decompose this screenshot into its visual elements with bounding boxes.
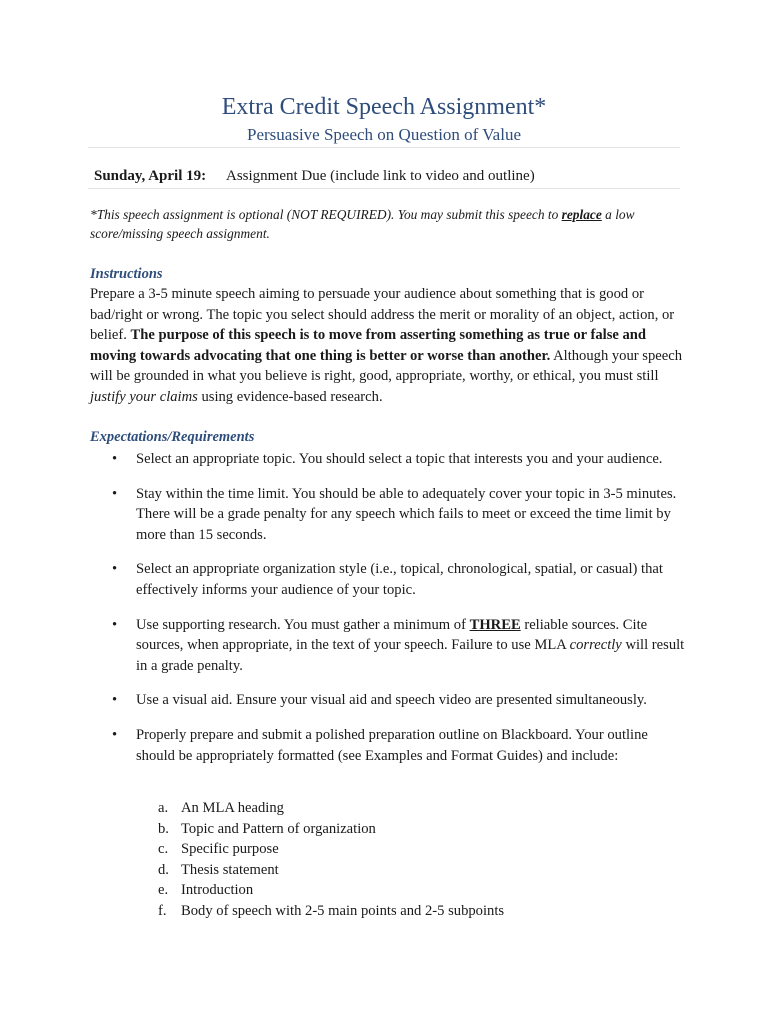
optional-note xyxy=(90,205,680,243)
document-title: Extra Credit Speech Assignment* xyxy=(221,94,547,120)
divider-top xyxy=(88,147,680,148)
instructions-text-3: using evidence-based research. xyxy=(197,388,383,405)
due-date: Sunday, April 19: xyxy=(94,168,207,184)
outline-item-text: Specific purpose xyxy=(181,841,279,858)
outline-item-text: An MLA heading xyxy=(181,800,284,816)
instructions-text-2: Although your speech will be grounded in what you believe is right, good, appropriate, worthy, or ethical, you must still xyxy=(90,347,682,385)
bullet-icon: • xyxy=(112,616,118,633)
requirement-item xyxy=(90,449,690,470)
requirement-text: Properly prepare and submit a polished preparation outline on Blackboard. Your outline should be appropriately formatted (see Examples and Format Guides) and include: xyxy=(136,726,648,764)
requirement-item xyxy=(90,559,690,600)
bullet-icon: • xyxy=(112,451,118,467)
outline-item-text: Body of speech with 2-5 main points and 2-5 subpoints xyxy=(181,902,505,919)
requirement-text: Select an appropriate organization style (i.e., topical, chronological, spatial, or casual) that effectively informs your audience of your topic. xyxy=(136,561,663,598)
requirements-list xyxy=(90,449,690,780)
outline-items-list xyxy=(158,798,504,922)
requirement-text-mid: reliable sources. Cite sources, when appropriate, in the text of your speech. Failure to use MLA xyxy=(136,616,648,654)
outline-item-text: Topic and Pattern of organization xyxy=(181,820,376,837)
outline-item-letter: a. xyxy=(158,800,169,816)
requirement-italic: correctly xyxy=(569,637,622,654)
requirement-emphasis: THREE xyxy=(469,616,521,633)
outline-item xyxy=(158,901,504,922)
bullet-icon: • xyxy=(112,692,118,709)
outline-item-letter: d. xyxy=(158,861,169,878)
outline-item-letter: f. xyxy=(158,902,167,919)
document-subtitle: Persuasive Speech on Question of Value xyxy=(247,125,521,144)
note-text-before: *This speech assignment is optional (NOT REQUIRED). You may submit this speech to xyxy=(90,207,562,222)
outline-item-letter: b. xyxy=(158,820,169,837)
expectations-heading: Expectations/Requirements xyxy=(90,429,255,445)
instructions-heading: Instructions xyxy=(90,266,163,282)
requirement-text-before: Use supporting research. You must gather a minimum of xyxy=(136,616,470,633)
requirement-text: Use a visual aid. Ensure your visual aid and speech video are presented simultaneously. xyxy=(136,692,647,709)
requirement-item xyxy=(90,690,690,711)
instructions-italic: justify your claims xyxy=(90,388,198,405)
instructions-text-1: Prepare a 3-5 minute speech aiming to persuade your audience about something that is good or bad/right or wrong. The topic you select should address the merit or morality of an object, action, or belief. xyxy=(90,286,675,344)
note-text-after: a low score/missing speech assignment. xyxy=(90,207,635,241)
outline-item xyxy=(158,819,504,840)
outline-item-text: Introduction xyxy=(181,882,254,899)
instructions-purpose: The purpose of this speech is to move from asserting something as true or false and moving towards advocating that one thing is better or worse than another. xyxy=(90,327,647,364)
due-description: Assignment Due (include link to video and outline) xyxy=(226,168,535,184)
bullet-icon: • xyxy=(112,485,118,502)
requirement-item xyxy=(90,484,690,546)
requirement-text: Stay within the time limit. You should be able to adequately cover your topic in 3-5 minutes. There will be a grade penalty for any speech which fails to meet or exceed the time limit by more than 15 seconds. xyxy=(136,485,677,543)
requirement-text-after: will result in a grade penalty. xyxy=(136,637,685,674)
divider-bottom xyxy=(88,188,680,189)
outline-item xyxy=(158,839,504,860)
requirement-item xyxy=(90,725,690,766)
bullet-icon: • xyxy=(112,561,118,578)
instructions-paragraph xyxy=(90,284,690,408)
outline-item-letter: c. xyxy=(158,841,169,858)
note-emphasis: replace xyxy=(561,207,602,222)
outline-item xyxy=(158,798,504,819)
outline-item xyxy=(158,880,504,901)
due-date-row xyxy=(94,166,535,186)
requirement-text: Select an appropriate topic. You should select a topic that interests you and your audience. xyxy=(136,451,663,467)
outline-item-letter: e. xyxy=(158,882,169,899)
requirement-item xyxy=(90,615,690,677)
outline-item xyxy=(158,860,504,881)
outline-item-text: Thesis statement xyxy=(181,861,279,878)
bullet-icon: • xyxy=(112,726,118,743)
